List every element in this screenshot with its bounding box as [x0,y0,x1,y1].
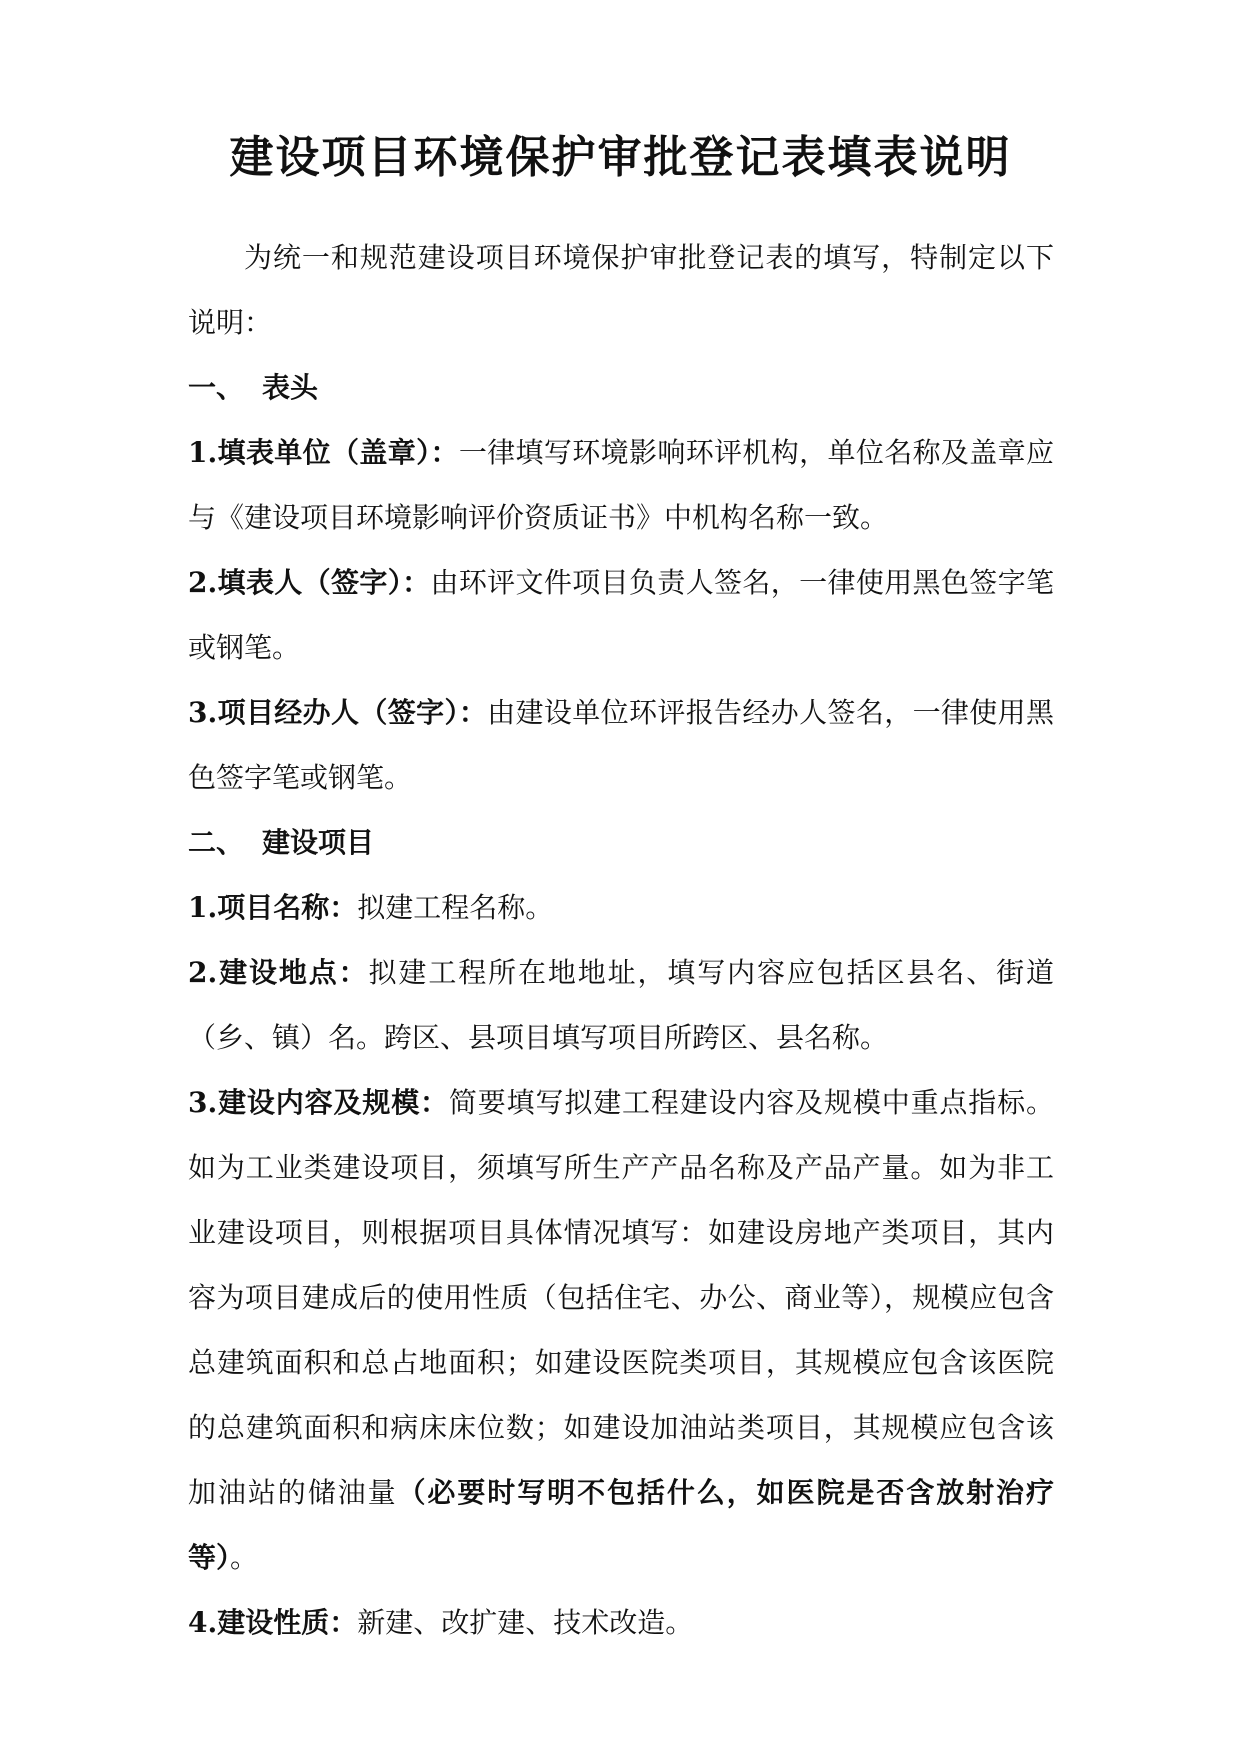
list-item [188,875,1054,940]
list-item [188,1070,1054,1590]
item-label: 1.项目名称： [188,891,358,924]
item-bold-note: （必要时写明不包括什么，如医院是否含放射治疗等） [188,1476,1054,1574]
item-label: 3.建设内容及规模： [188,1086,449,1119]
section-number: 一、 [188,371,245,404]
list-item [188,1590,1054,1655]
item-end: 。 [230,1541,259,1574]
item-text: 拟建工程所在地地址，填写内容应包括区县名、街道（乡、镇）名。跨区、县项目填写项目所跨区、县名称。 [188,956,1054,1054]
item-text: 拟建工程名称。 [357,891,554,924]
list-item [188,680,1054,810]
section-heading-header [188,355,1054,420]
item-label: 2.填表人（签字）： [188,566,431,599]
item-label: 2.建设地点： [188,956,369,989]
item-text: 由环评文件项目负责人签名，一律使用黑色签字笔或钢笔。 [188,566,1054,664]
item-label: 4.建设性质： [188,1606,358,1639]
item-text: 新建、改扩建、技术改造。 [357,1606,694,1639]
section-heading-project [188,810,1054,875]
list-item [188,940,1054,1070]
section-title: 表头 [262,371,319,404]
document-title: 建设项目环境保护审批登记表填表说明 [229,132,1012,183]
section-title: 建设项目 [262,826,375,859]
intro-paragraph: 为统一和规范建设项目环境保护审批登记表的填写，特制定以下说明： [188,241,1054,339]
item-text: 由建设单位环评报告经办人签名，一律使用黑色签字笔或钢笔。 [188,696,1054,794]
list-item [188,420,1054,550]
item-label: 3.项目经办人（签字）： [188,696,488,729]
item-label: 1.填表单位（盖章）： [188,436,459,469]
section-number: 二、 [188,826,245,859]
list-item [188,550,1054,680]
item-text: 一律填写环境影响环评机构，单位名称及盖章应与《建设项目环境影响评价资质证书》中机构名称一致。 [188,436,1054,534]
item-text: 简要填写拟建工程建设内容及规模中重点指标。如为工业类建设项目，须填写所生产产品名称及产品产量。如为非工业建设项目，则根据项目具体情况填写：如建设房地产类项目，其内容为项目建成后的使用性质（包括住宅、办公、商业等），规模应包含总建筑面积和总占地面积；如建设医院类项目，其规模应包含该医院的总建筑面积和病床床位数；如建设加油站类项目，其规模应包含该加油站的储油量 [188,1086,1054,1509]
document-body [188,225,1054,1655]
